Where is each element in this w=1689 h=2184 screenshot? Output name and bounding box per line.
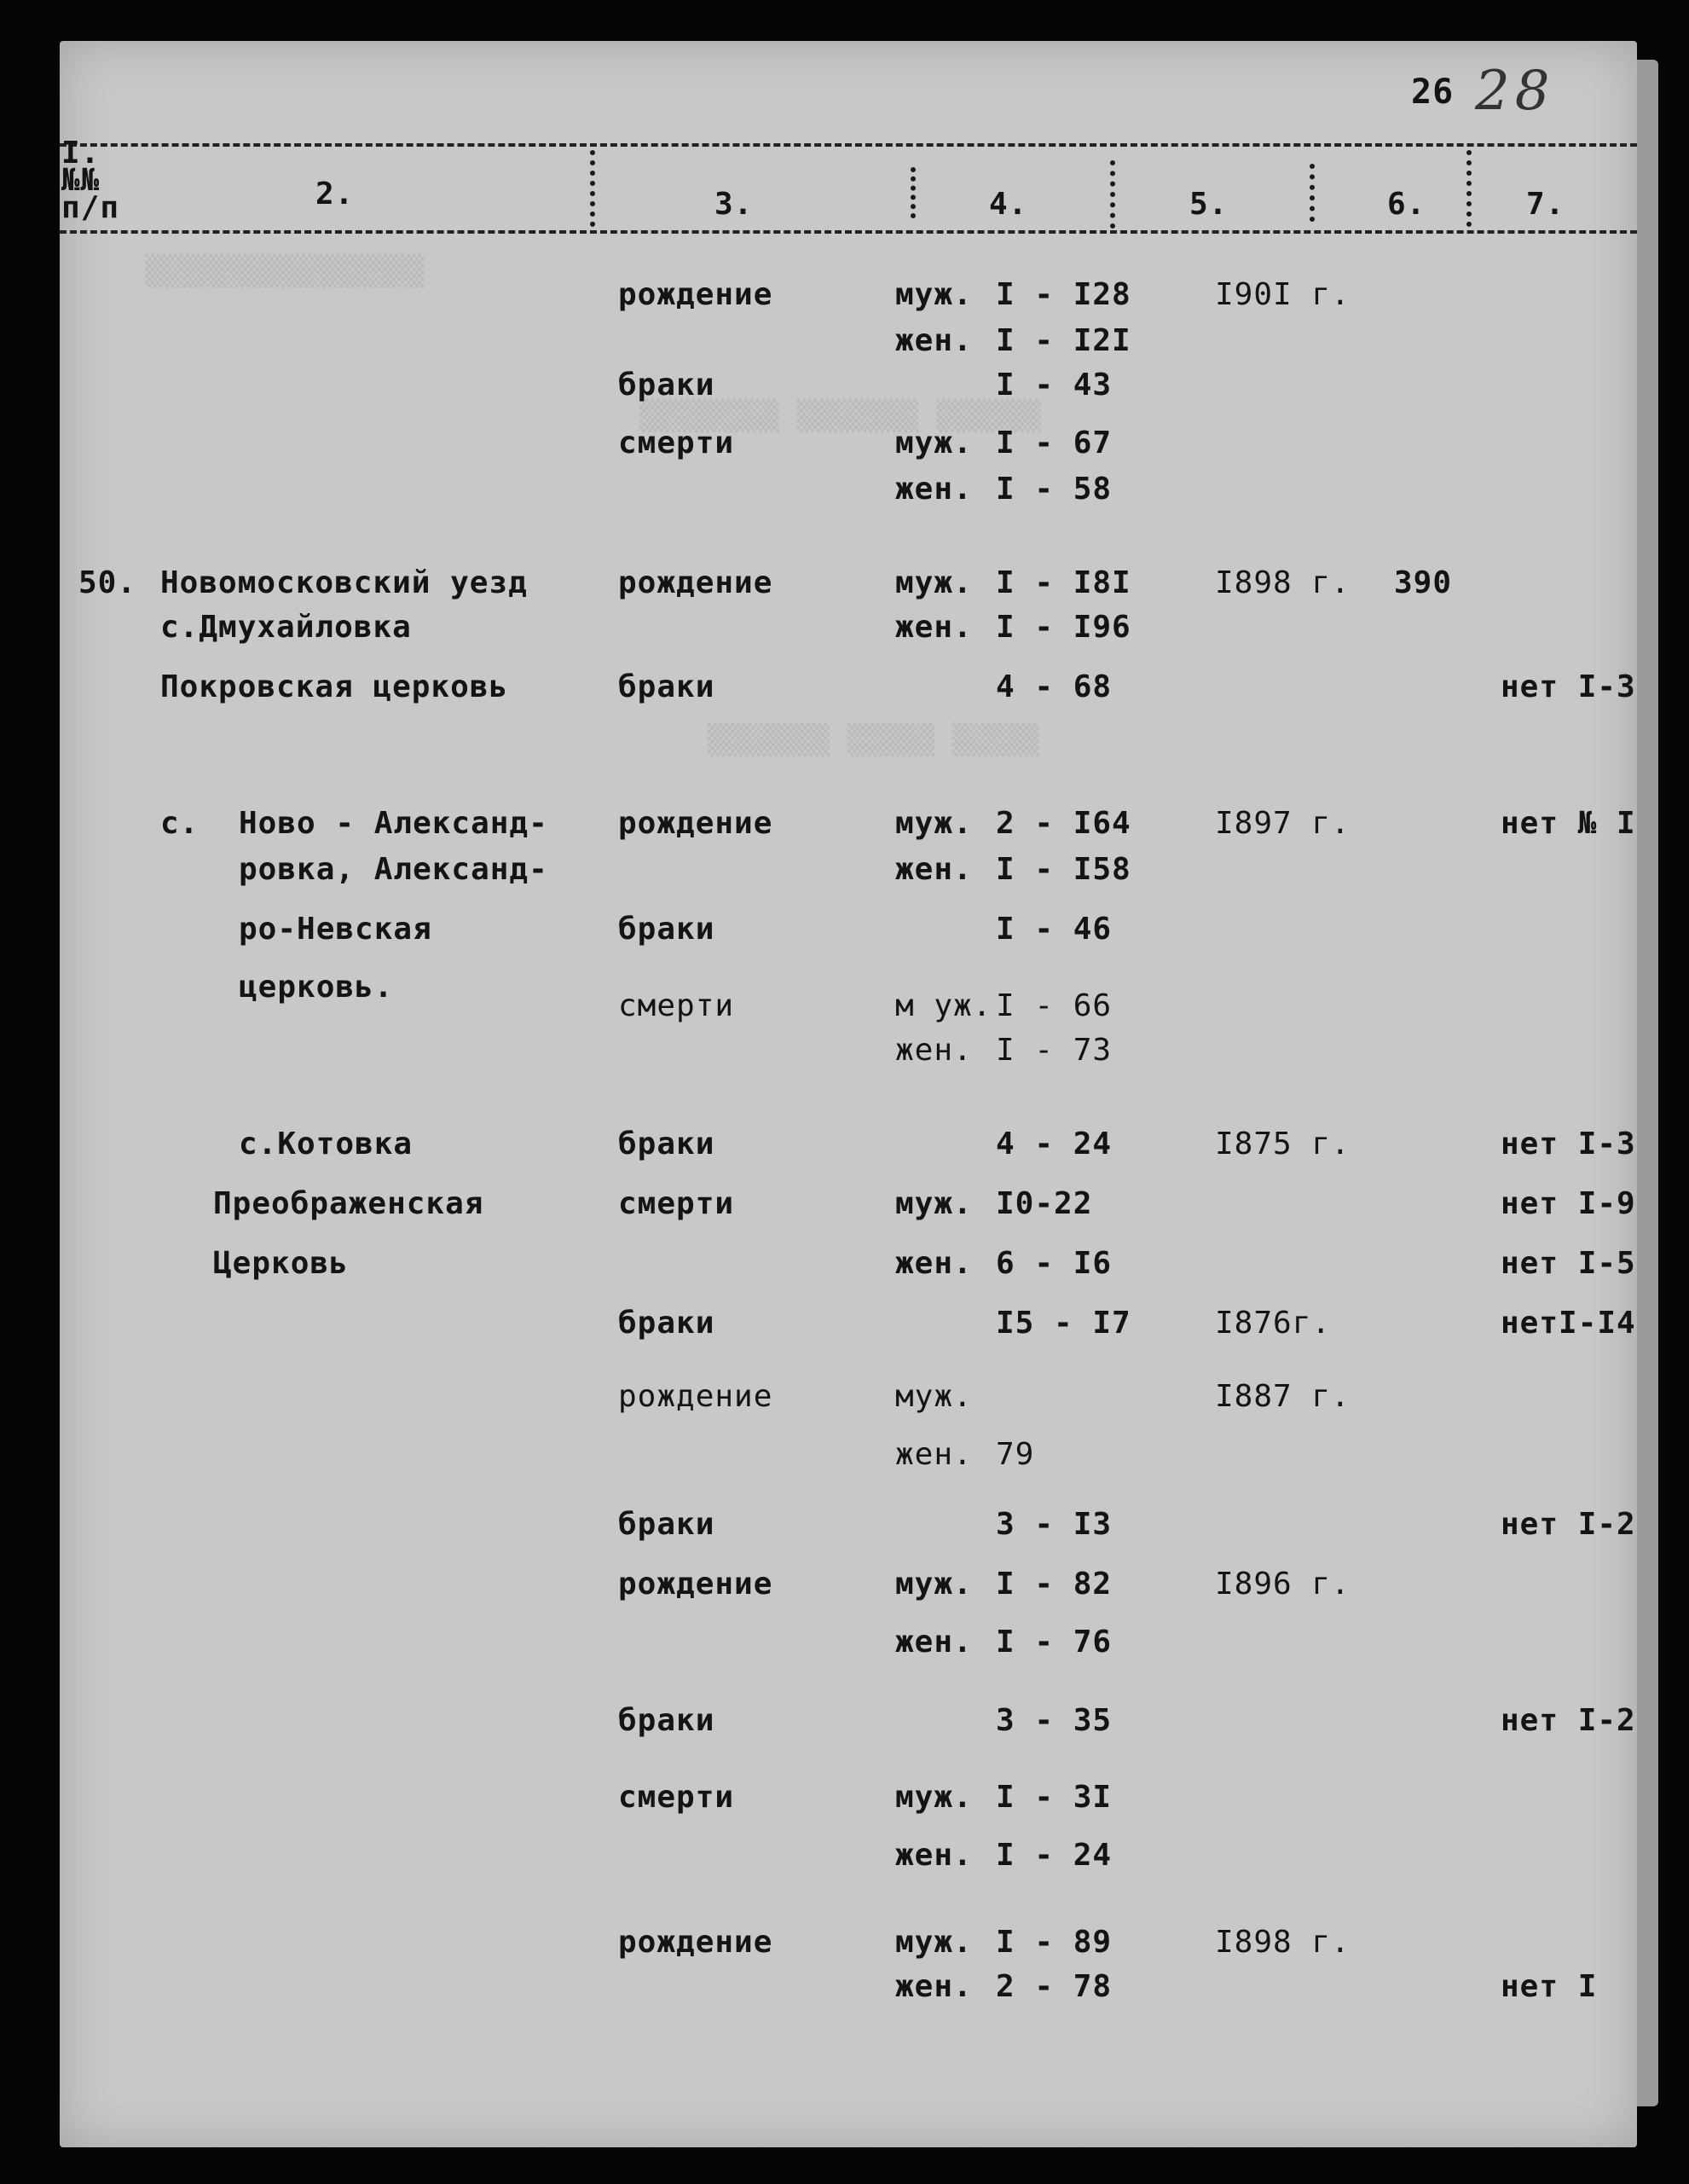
cell-c4b-r0c: I - 43 [996,368,1113,403]
cell-c3-r3d: браки [618,1306,715,1341]
cell-c4b-r2c: I - 46 [996,912,1113,947]
cell-c4a-r3f: жен. [895,1437,973,1472]
cell-c5-r3m: I898 г. [1215,1925,1351,1960]
cell-c4b-r3d: I5 - I7 [996,1306,1131,1341]
cell-c1-r2a: с. [160,806,200,841]
cell-c4a-r3l: жен. [895,1838,973,1873]
cell-c4b-r3j: 3 - 35 [996,1703,1113,1738]
cell-c2-r1a: Новомосковский уезд [160,565,528,600]
header-col-2: 2. [315,177,355,211]
cell-c5-r3h: I896 г. [1215,1567,1351,1602]
cell-c3-r3g: браки [618,1507,715,1542]
column-separator [1110,160,1115,229]
header-col-3: 3. [714,187,754,222]
cell-c3-r3h: рождение [618,1567,773,1602]
cell-c7-r2a: нет № I [1501,806,1636,841]
cell-c4a-r0e: жен. [895,472,973,507]
cell-c4b-r3n: 2 - 78 [996,1969,1113,2004]
cell-c2-r1c: Покровская церковь [160,669,509,704]
cell-c4b-r3h: I - 82 [996,1567,1113,1602]
cell-c7-r3b: нет I-9 [1501,1186,1636,1221]
bleed-through: ▒▒▒▒▒▒▒▒ ▒▒▒▒▒▒▒ ▒▒▒▒▒▒ [639,399,1041,433]
bleed-through: ▒▒▒▒▒▒▒ ▒▒▒▒▒ ▒▒▒▒▒ [708,723,1039,757]
document-page: ▒▒▒▒▒▒▒▒ ▒▒▒▒▒▒▒ ▒▒▒▒▒▒ ▒▒▒▒▒▒▒▒▒▒▒▒▒▒▒▒ ▒▒▒▒▒▒▒ ▒▒▒▒▒ ▒▒▒▒▒ 26 28 I. №№ п/п 2. 3. 4. 5. 6. 7. рождение муж. I - I28 I90I г. жен. I - I2I браки I - 43 смерти муж. I - 67 жен. I - 58 50. Новомосковский уезд рождение муж. I - I8I I898 г. 390 с.Дмухайловка жен. I - I96 Покровская церковь браки 4 - 68 нет I-3 с. Ново - Александ- рождение муж. 2 - I64 I897 г. нет № I ровка, Александ- жен. I - I58 ро-Невская браки I - 46 церковь. смерти м уж. I - 66 жен. I - 73 с.Котовка браки 4 - 24 I875 г. нет I-3 Преображенская смерти муж. I0-22 нет I-9 Церковь жен. 6 - I6 нет I-5 браки I5 - I7 I876г. нетI-I4 рождение муж. I887 г. жен. 79 браки 3 - I3 нет I-2 рождение муж. I - 82 I896 г. жен. I - 76 браки 3 - 35 нет I-2 смерти муж. I - 3I жен. I - 24 рождение муж. I - 89 I898 г. жен. 2 - 78 нет I [60,41,1637,2147]
cell-c5-r2a: I897 г. [1215,806,1351,841]
cell-c3-r2e: смерти [618,988,735,1023]
header-col-5: 5. [1189,187,1229,222]
cell-c4a-r3i: жен. [895,1625,973,1660]
handwritten-number: 28 [1475,60,1555,123]
cell-c4a-r0d: муж. [895,426,973,461]
cell-c3-r0d: смерти [618,426,735,461]
cell-c2-r1b: с.Дмухайловка [160,610,412,645]
cell-c3-r1a: рождение [618,565,773,600]
column-separator [1310,164,1315,222]
cell-c4b-r1c: 4 - 68 [996,669,1113,704]
cell-c7-r3a: нет I-3 [1501,1127,1636,1162]
page-number: 26 [1411,72,1455,112]
cell-c4a-r3e: муж. [895,1379,973,1414]
cell-c4b-r3f: 79 [996,1437,1035,1472]
cell-c2-r2d: церковь. [239,970,394,1005]
cell-c4b-r1a: I - I8I [996,565,1131,600]
cell-c4b-r3g: 3 - I3 [996,1507,1113,1542]
cell-c7-r3g: нет I-2 [1501,1507,1636,1542]
cell-c4a-r3b: муж. [895,1186,973,1221]
cell-c2-r3c: Церковь [213,1246,349,1281]
cell-c4b-r3m: I - 89 [996,1925,1113,1960]
cell-c4b-r3c: 6 - I6 [996,1246,1113,1281]
cell-c4a-r2f: жен. [895,1033,973,1068]
cell-c3-r0c: браки [618,368,715,403]
cell-c4a-r3k: муж. [895,1780,973,1815]
header-bottom-rule [60,230,1637,234]
cell-c3-r3j: браки [618,1703,715,1738]
cell-c4b-r3a: 4 - 24 [996,1127,1113,1162]
bleed-through: ▒▒▒▒▒▒▒▒▒▒▒▒▒▒▒▒ [145,254,425,288]
cell-c2-r3b: Преображенская [213,1186,484,1221]
cell-c4a-r3h: муж. [895,1567,973,1602]
cell-c4a-r3c: жен. [895,1246,973,1281]
column-separator [590,150,595,227]
cell-c7-r3n: нет I [1501,1969,1598,2004]
cell-c4a-r1b: жен. [895,610,973,645]
cell-c4a-r0b: жен. [895,323,973,358]
column-separator [1466,150,1472,227]
cell-c4b-r1b: I - I96 [996,610,1131,645]
cell-c7-r3c: нет I-5 [1501,1246,1636,1281]
cell-c3-r0a: рождение [618,277,773,312]
cell-c2-r2c: ро-Невская [239,912,432,947]
cell-c3-r2c: браки [618,912,715,947]
cell-c4a-r1a: муж. [895,565,973,600]
header-col-6: 6. [1387,187,1426,222]
header-col-4: 4. [989,187,1028,222]
cell-c4b-r3k: I - 3I [996,1780,1113,1815]
cell-c2-r3a: с.Котовка [239,1127,414,1162]
cell-c6-r1a: 390 [1394,565,1453,600]
cell-c4b-r2b: I - I58 [996,852,1131,887]
cell-c3-r3e: рождение [618,1379,773,1414]
cell-c5-r1a: I898 г. [1215,565,1351,600]
cell-c4b-r2e: I - 66 [996,988,1113,1023]
cell-c5-r3d: I876г. [1215,1306,1332,1341]
cell-c2-r2a: Ново - Александ- [239,806,548,841]
column-separator [911,167,916,218]
cell-c3-r3k: смерти [618,1780,735,1815]
cell-c4a-r3n: жен. [895,1969,973,2004]
cell-c4a-r0a: муж. [895,277,973,312]
cell-c4b-r2f: I - 73 [996,1033,1113,1068]
cell-c4a-r3m: муж. [895,1925,973,1960]
cell-c7-r1c: нет I-3 [1501,669,1636,704]
header-top-rule [60,143,1637,147]
cell-c4b-r3i: I - 76 [996,1625,1113,1660]
cell-c3-r3a: браки [618,1127,715,1162]
cell-c4b-r0e: I - 58 [996,472,1113,507]
cell-c5-r3e: I887 г. [1215,1379,1351,1414]
cell-c4b-r3l: I - 24 [996,1838,1113,1873]
cell-c4a-r2b: жен. [895,852,973,887]
cell-c7-r3d: нетI-I4 [1501,1306,1636,1341]
cell-c1-r1a: 50. [78,565,137,600]
cell-c3-r3m: рождение [618,1925,773,1960]
cell-c4b-r0a: I - I28 [996,277,1131,312]
cell-c7-r3j: нет I-2 [1501,1703,1636,1738]
cell-c4a-r2e: м уж. [895,988,992,1023]
cell-c4b-r2a: 2 - I64 [996,806,1131,841]
cell-c5-r0a: I90I г. [1215,277,1351,312]
cell-c5-r3a: I875 г. [1215,1127,1351,1162]
cell-c4a-r2a: муж. [895,806,973,841]
cell-c3-r1c: браки [618,669,715,704]
cell-c2-r2b: ровка, Александ- [239,852,548,887]
header-col-7: 7. [1526,187,1565,222]
cell-c4b-r3b: I0-22 [996,1186,1093,1221]
cell-c4b-r0b: I - I2I [996,323,1131,358]
cell-c3-r2a: рождение [618,806,773,841]
cell-c3-r3b: смерти [618,1186,735,1221]
cell-c4b-r0d: I - 67 [996,426,1113,461]
